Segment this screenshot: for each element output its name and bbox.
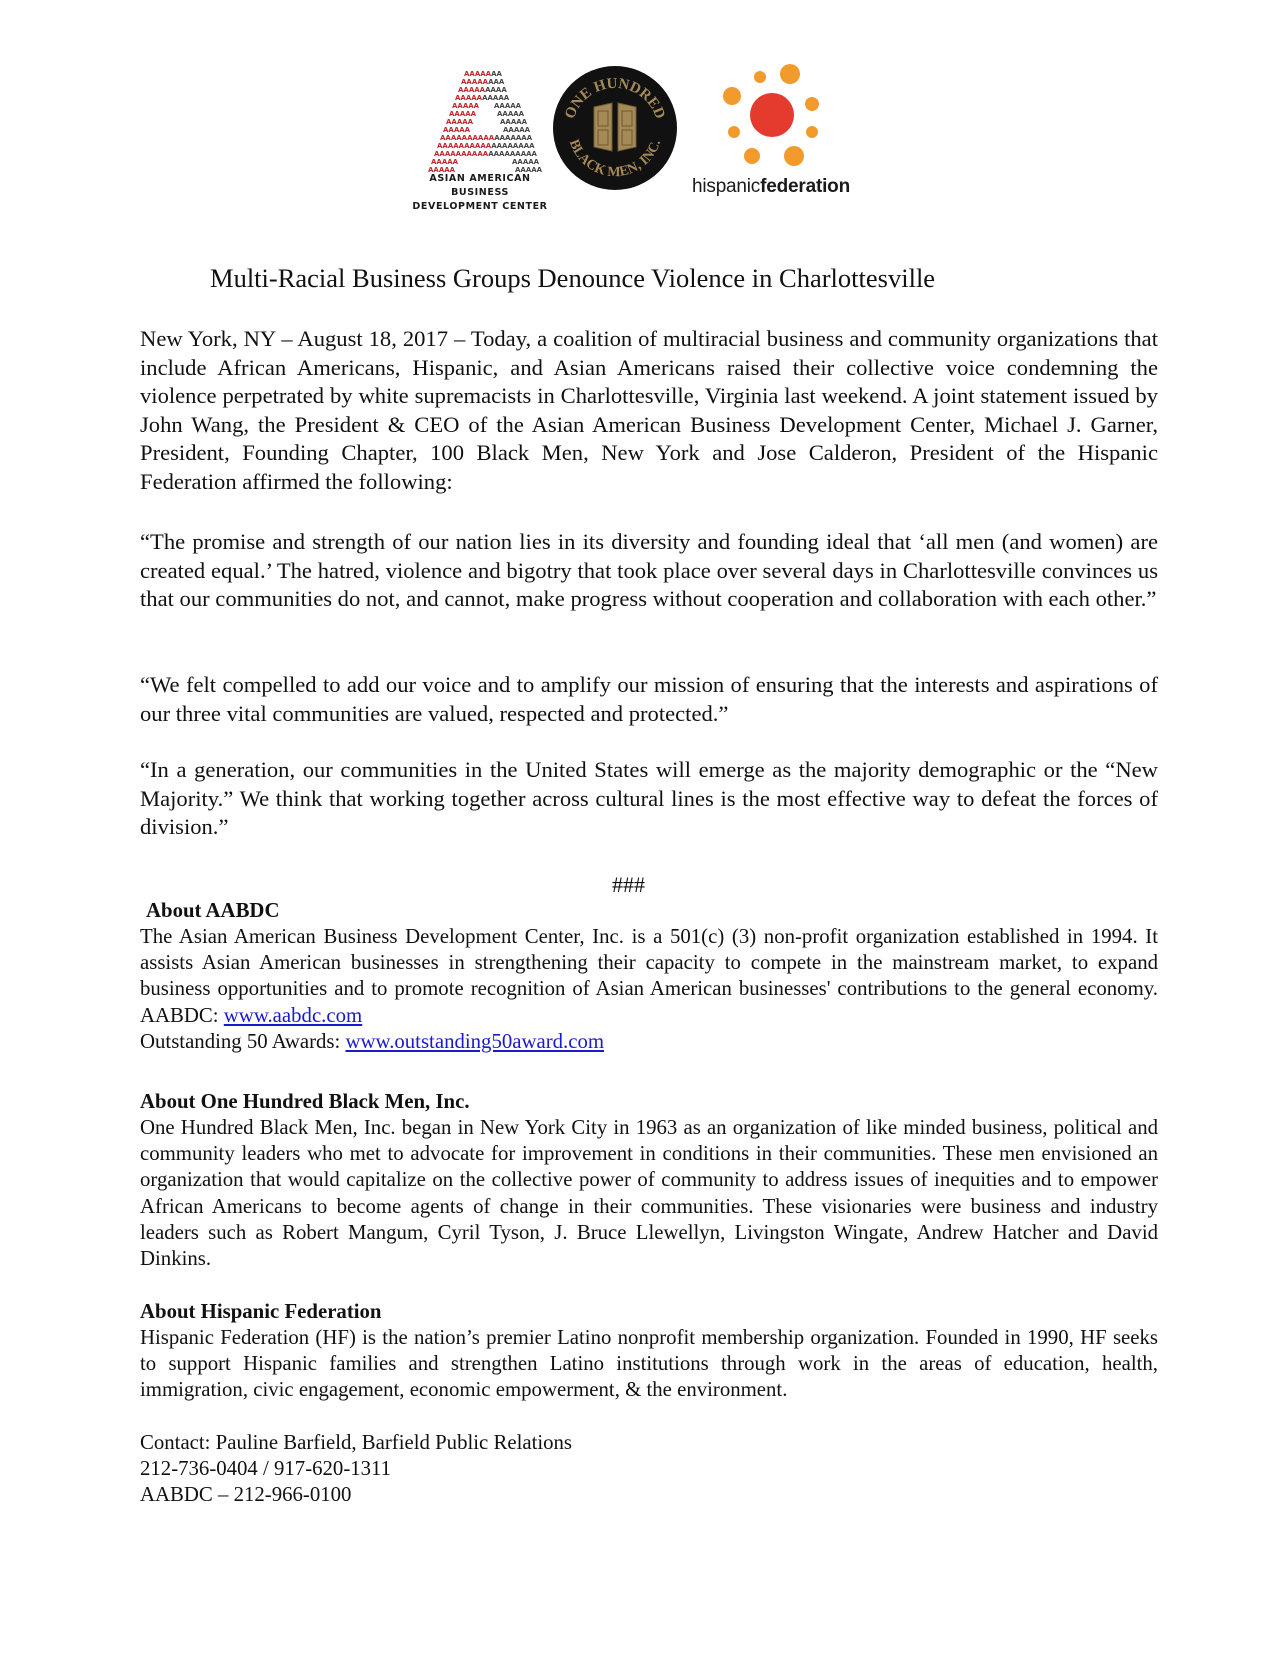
svg-text:AAAAAAA: AAAAAAA (464, 70, 502, 78)
svg-text:AAAAA: AAAAA (512, 158, 540, 166)
hispanic-federation-logo (688, 60, 860, 220)
about-hispanic-federation-heading: About Hispanic Federation (140, 1300, 382, 1323)
contact-phones: 212-736-0404 / 917-620-1311 (140, 1457, 392, 1481)
aabdc-logo (412, 68, 548, 218)
svg-text:AAAAA: AAAAA (446, 118, 474, 126)
svg-text:AAAAA: AAAAA (515, 166, 543, 172)
svg-text:AAAAA: AAAAA (428, 166, 456, 172)
about-aabdc-body: The Asian American Business Development Center, Inc. is a 501(c) (3) non-profit organization established in 1994. It assists Asian American businesses in strengthening their capacity to compete in the mainstream market, to expand business opportunities and to promote recognition of Asian American businesses' contributions to the general economy. AABDC: (140, 925, 1158, 1027)
logo-row (0, 60, 1280, 220)
page-title: Multi-Racial Business Groups Denounce Violence in Charlottesville (210, 263, 936, 293)
quote-paragraph-2: “We felt compelled to add our voice and to amplify our mission of ensuring that the interests and aspirations of our three vital communities are valued, respected and protected.” (140, 672, 1158, 726)
svg-text:AAAAA: AAAAA (443, 126, 471, 134)
section-separator: ### (612, 872, 645, 897)
svg-text:AAAAAAAAAAAAAAAAA: AAAAAAAAAAAAAAAAA (440, 134, 533, 142)
svg-text:AAAAA: AAAAA (497, 110, 525, 118)
svg-text:AAAAAAAAAAAAAAAAAA: AAAAAAAAAAAAAAAAAA (437, 142, 535, 150)
about-black-men-text: One Hundred Black Men, Inc. began in New York City in 1963 as an organization of like minded business, political and community leaders who met to advocate for improvement in conditions in their communities. These men envisioned an organization that would capitalize on the collective power of community to address issues of inequities and to empower African Americans to become agents of change in their communities. These visionaries were business and industry leaders such as Robert Mangum, Cyril Tyson, J. Bruce Llewellyn, Livingston Wingate, Andrew Hatcher and David Dinkins. (140, 1116, 1158, 1271)
outstanding50-website-link[interactable]: www.outstanding50award.com (345, 1029, 605, 1053)
lead-paragraph: New York, NY – August 18, 2017 – Today, a coalition of multiracial business and community organizations that include African Americans, Hispanic, and Asian Americans raised their collective voice condemning the violence perpetrated by white supremacists in Charlottesville, Virginia last weekend. A joint statement issued by John Wang, the President & CEO of the Asian American Business Development Center, Michael J. Garner, President, Founding Chapter, 100 Black Men, New York and Jose Calderon, President of the Hispanic Federation affirmed the following: (140, 326, 1158, 494)
wordmark-regular: hispanic (692, 176, 761, 197)
about-aabdc-text (140, 924, 1158, 1055)
svg-text:BLACK MEN, INC.: BLACK MEN, INC. (565, 137, 665, 181)
contact-block (140, 1430, 572, 1509)
quote-paragraph-3: “In a generation, our communities in the United States will emerge as the majority demographic or the “New Majority.” We think that working together across cultural lines is the most effective way to defeat the forces of division.” (140, 757, 1158, 840)
svg-text:ONE HUNDRED: ONE HUNDRED (562, 75, 668, 122)
one-hundred-black-men-logo (552, 65, 678, 191)
aabdc-caption-line2: DEVELOPMENT CENTER (412, 201, 548, 212)
svg-text:AAAAA: AAAAA (500, 118, 528, 126)
svg-text:AAAAAAAAAA: AAAAAAAAAA (455, 94, 510, 102)
svg-text:AAAAAAAAA: AAAAAAAAA (458, 86, 507, 94)
svg-text:AAAAAAAAAAAAAAAAAAA: AAAAAAAAAAAAAAAAAAA (434, 150, 537, 158)
aabdc-a-mark-icon (412, 68, 548, 172)
svg-text:AAAAA: AAAAA (494, 102, 522, 110)
svg-text:AAAAAAAA: AAAAAAAA (461, 78, 505, 86)
svg-text:AAAAA: AAAAA (503, 126, 531, 134)
svg-text:AAAAA: AAAAA (449, 110, 477, 118)
svg-text:AAAAA: AAAAA (452, 102, 480, 110)
aabdc-caption-line1: ASIAN AMERICAN BUSINESS (429, 173, 531, 198)
hispanic-federation-wordmark (692, 176, 850, 198)
about-aabdc-heading: About AABDC (146, 899, 280, 922)
wordmark-bold: federation (760, 176, 850, 197)
awards-label: Outstanding 50 Awards: (140, 1029, 346, 1053)
aabdc-website-link[interactable]: www.aabdc.com (223, 1003, 363, 1027)
aabdc-logo-caption (412, 172, 548, 214)
contact-aabdc-phone: AABDC – 212-966-0100 (140, 1483, 352, 1507)
about-black-men-heading: About One Hundred Black Men, Inc. (140, 1090, 470, 1113)
hispanic-federation-sun-icon (688, 60, 860, 176)
svg-text:AAAAA: AAAAA (431, 158, 459, 166)
about-hispanic-federation-text: Hispanic Federation (HF) is the nation’s premier Latino nonprofit membership organization. Founded in 1990, HF seeks to support Hispanic families and strengthen Latino institutions through work in the areas of education, health, immigration, civic engagement, economic empowerment, & the environment. (140, 1326, 1158, 1402)
contact-name: Contact: Pauline Barfield, Barfield Public Relations (140, 1431, 573, 1454)
quote-paragraph-1: “The promise and strength of our nation lies in its diversity and founding ideal that ‘all men (and women) are created equal.’ The hatred, violence and bigotry that took place over several days in Charlottesville convinces us that our communities do not, and cannot, make progress without cooperation and collaboration with each other.” (140, 529, 1158, 612)
black-men-seal-icon (552, 65, 678, 191)
